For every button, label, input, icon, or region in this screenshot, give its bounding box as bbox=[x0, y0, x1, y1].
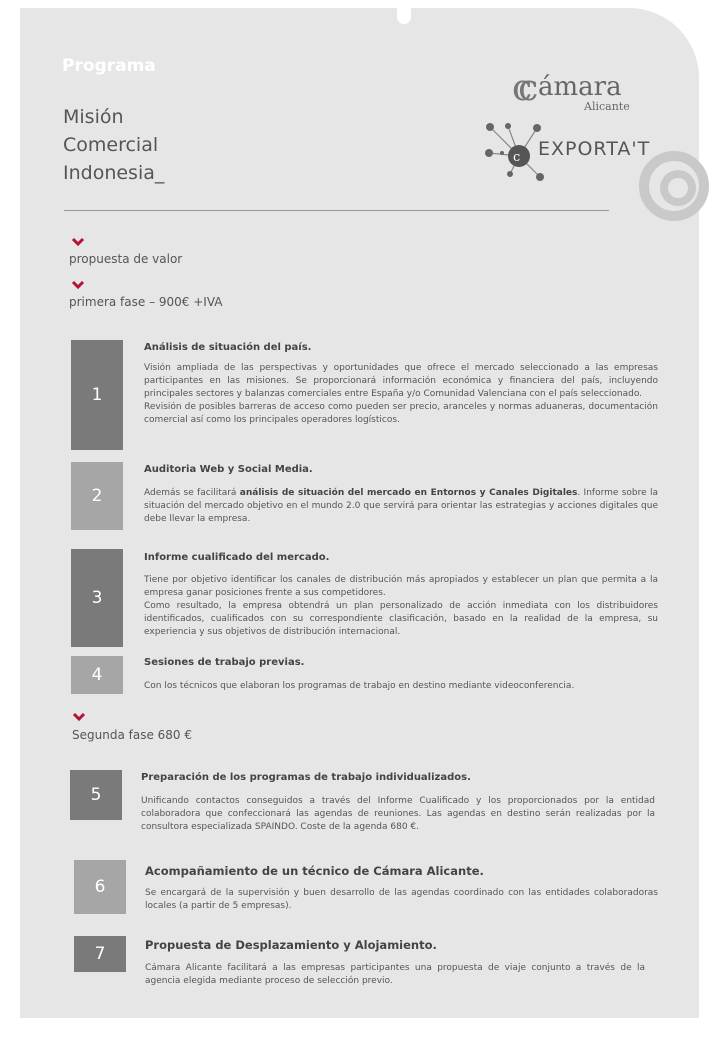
step-body bbox=[144, 487, 658, 526]
step-body: Cámara Alicante facilitará a las empresas participantes una propuesta de viaje conjunto a través de la agencia elegida mediante proceso de selección previo. bbox=[145, 963, 645, 986]
step-text-bold: análisis de situación del mercado en Entornos y Canales Digitales bbox=[239, 488, 578, 498]
step-title: Acompañamiento de un técnico de Cámara Alicante. bbox=[145, 864, 484, 878]
step-number-box: 1 bbox=[71, 340, 123, 450]
step-text: Además se facilitará bbox=[144, 488, 240, 498]
title-line: Indonesia_ bbox=[63, 162, 165, 184]
section-fase1: primera fase – 900€ +IVA bbox=[69, 295, 223, 309]
step-title: Informe cualificado del mercado. bbox=[144, 552, 330, 563]
chevron-down-icon bbox=[72, 712, 86, 722]
svg-text:c: c bbox=[513, 150, 521, 165]
section-propuesta: propuesta de valor bbox=[69, 252, 183, 266]
chevron-down-icon bbox=[71, 237, 85, 247]
chevron-down-icon bbox=[71, 280, 85, 290]
title-divider bbox=[64, 210, 609, 211]
camara-c-icon: cc bbox=[512, 68, 525, 109]
program-tag: Programa bbox=[62, 56, 156, 76]
step-paragraph: Como resultado, la empresa obtendrá un plan personalizado de acción inmediata con los distribuidores identificados, cualificados con su correspondiente clasificación, basado en la realidad de la empresa, su experiencia y sus objetivos de distribución internacional. bbox=[144, 601, 658, 637]
title-line: Comercial bbox=[63, 134, 159, 156]
step-body: Se encargará de la supervisión y buen desarrollo de las agendas coordinado con las entidades colaboradoras locales (a partir de 5 empresas). bbox=[145, 888, 658, 911]
step-title: Sesiones de trabajo previas. bbox=[144, 657, 305, 668]
exportat-word: EXPORTA'T bbox=[538, 138, 651, 160]
step-number-box: 2 bbox=[71, 462, 123, 530]
exportat-logo bbox=[484, 120, 651, 184]
step-title: Propuesta de Desplazamiento y Alojamiento. bbox=[145, 938, 437, 952]
panel-notch bbox=[397, 6, 411, 24]
step-paragraph: Revisión de posibles barreras de acceso como pueden ser precio, aranceles y normas aduaneras, documentación comercial así como los principales operadores logísticos. bbox=[144, 402, 658, 425]
step-title: Auditoria Web y Social Media. bbox=[144, 464, 313, 475]
step-title: Preparación de los programas de trabajo individualizados. bbox=[141, 772, 471, 783]
page-title bbox=[63, 103, 164, 187]
step-number-box: 3 bbox=[71, 549, 123, 647]
step-number-box: 4 bbox=[71, 656, 123, 694]
step-body: Con los técnicos que elaboran los programas de trabajo en destino mediante videoconferencia. bbox=[144, 681, 575, 691]
camara-logo-city: Alicante bbox=[584, 100, 630, 113]
step-title: Análisis de situación del país. bbox=[144, 342, 312, 353]
step-number-box: 6 bbox=[74, 860, 126, 914]
camara-alicante-logo bbox=[512, 66, 632, 114]
step-number-box: 7 bbox=[74, 936, 126, 972]
step-paragraph: Tiene por objetivo identificar los canales de distribución más apropiados y establecer un plan que permita a la empresa ganar posiciones frente a sus competidores. bbox=[144, 575, 658, 598]
step-paragraph: Visión ampliada de las perspectivas y oportunidades que ofrece el mercado seleccionado a las empresas participantes en las misiones. Se proporcionará información económica y financiera del país, incluyendo principales sectores y balanzas comerciales entre España y/o Comunidad Valenciana con el país seleccionado. bbox=[144, 363, 658, 399]
title-line: Misión bbox=[63, 106, 124, 128]
step-text: . Informe sobre la situación del mercado objetivo en el mundo 2.0 que servirá para orientar las estrategias y acciones digitales que debe llevar la empresa. bbox=[144, 488, 658, 524]
step-number-box: 5 bbox=[70, 770, 122, 820]
camara-watermark-icon bbox=[638, 150, 710, 222]
section-fase2: Segunda fase 680 € bbox=[72, 728, 192, 742]
step-body bbox=[144, 362, 658, 427]
camara-logo-name: ámara bbox=[538, 72, 622, 102]
step-body: Unificando contactos conseguidos a través del Informe Cualificado y los proporcionados por la entidad colaboradora que confeccionará las agendas de reuniones. Las agendas en destino serán realizadas por la consultora especializada SPAINDO. Coste de la agenda 680 €. bbox=[141, 796, 655, 832]
step-body bbox=[144, 574, 658, 639]
